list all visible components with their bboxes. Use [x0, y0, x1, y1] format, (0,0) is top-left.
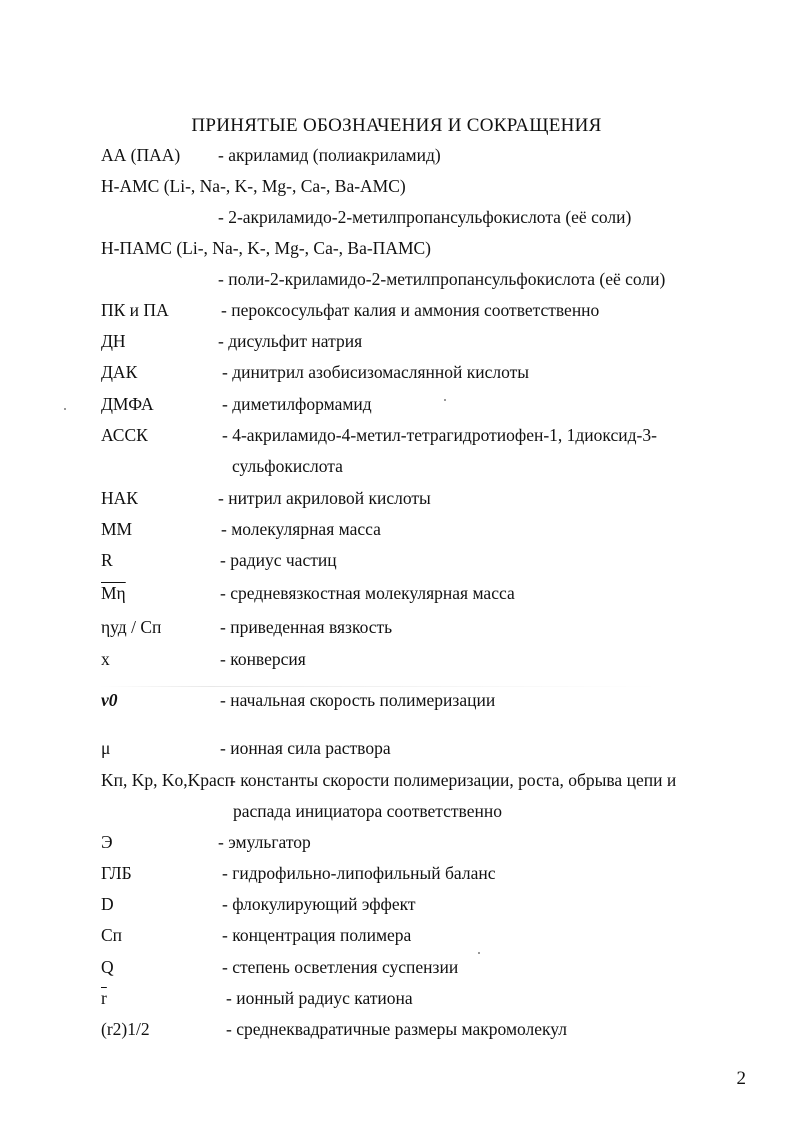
list-item: [0, 986, 793, 1010]
list-item: [0, 360, 793, 384]
abbreviation: АА (ПАА): [101, 145, 181, 165]
list-item: [0, 615, 793, 639]
list-item: [0, 768, 793, 792]
definition: распада инициатора соответственно: [233, 801, 502, 821]
definition: - начальная скорость полимеризации: [220, 690, 496, 710]
definition: - степень осветления суспензии: [222, 957, 459, 977]
abbreviation: v0: [101, 690, 118, 710]
list-item: [0, 143, 793, 167]
list-item: [0, 267, 793, 291]
abbreviation: ПК и ПА: [101, 300, 169, 320]
list-item: [0, 236, 793, 260]
definition: - концентрация полимера: [222, 925, 412, 945]
abbreviation: $\overline{M\eta}$: [101, 583, 126, 603]
definition: - гидрофильно-липофильный баланс: [222, 863, 496, 883]
scan-artifact: [100, 686, 660, 687]
list-item: [0, 955, 793, 979]
abbreviation: Kп, Kр, Kо,Kрасп: [101, 770, 234, 790]
scan-speck: [64, 408, 66, 410]
abbreviation: Э: [101, 832, 113, 852]
definition: - поли-2-криламидо-2-метилпропансульфокислота (её соли): [218, 269, 666, 289]
abbreviation: Н-АМС (Li-, Na-, K-, Mg-, Ca-, Ba-AMC): [101, 176, 406, 196]
abbreviation: Н-ПАМС (Li-, Na-, K-, Mg-, Ca-, Ba-ПАМС): [101, 238, 432, 258]
list-item: [0, 517, 793, 541]
abbreviation: D: [101, 894, 114, 914]
abbreviation: Сп: [101, 925, 123, 945]
list-item: [0, 830, 793, 854]
definition: - флокулирующий эффект: [222, 894, 416, 914]
definition: сульфокислота: [232, 456, 343, 476]
definition: - среднеквадратичные размеры макромолекул: [226, 1019, 568, 1039]
list-item: [0, 861, 793, 885]
abbreviation: ГЛБ: [101, 863, 132, 883]
definition: - молекулярная масса: [221, 519, 381, 539]
abbreviation: Q: [101, 957, 114, 977]
scan-speck: [444, 399, 446, 401]
list-item: [0, 548, 793, 572]
list-item: [0, 486, 793, 510]
list-item: [0, 454, 793, 478]
definition: - конверсия: [220, 649, 306, 669]
definition: - ионный радиус катиона: [226, 988, 413, 1008]
abbreviation: ηуд / Сп: [101, 617, 162, 637]
abbreviation: ДН: [101, 331, 126, 351]
abbreviation: μ: [101, 738, 111, 758]
list-item: [0, 423, 793, 447]
definition: - константы скорости полимеризации, роста, обрыва цепи и: [230, 770, 677, 790]
list-item: [0, 1017, 793, 1041]
abbreviation: НАК: [101, 488, 138, 508]
list-item: [0, 329, 793, 353]
abbreviation: R: [101, 550, 113, 570]
list-item: [0, 892, 793, 916]
list-item: [0, 923, 793, 947]
definition: - 4-акриламидо-4-метил-тетрагидротиофен-1, 1диоксид-3-: [222, 425, 657, 445]
abbreviation: x: [101, 649, 110, 669]
definition: - динитрил азобисизомаслянной кислоты: [222, 362, 530, 382]
definition: - эмульгатор: [218, 832, 311, 852]
list-item: [0, 392, 793, 416]
list-item: [0, 647, 793, 671]
list-item: [0, 174, 793, 198]
abbreviation: ММ: [101, 519, 133, 539]
abbreviation: ДМФА: [101, 394, 154, 414]
abbreviation: $\overline{r}$: [101, 988, 107, 1008]
page-number: 2: [736, 1068, 746, 1089]
page-title: ПРИНЯТЫЕ ОБОЗНАЧЕНИЯ И СОКРАЩЕНИЯ: [191, 115, 602, 136]
list-item: [0, 298, 793, 322]
definition: - дисульфит натрия: [218, 331, 363, 351]
definition: - приведенная вязкость: [220, 617, 393, 637]
abbreviation: (r2)1/2: [101, 1019, 150, 1039]
definition: - акриламид (полиакриламид): [218, 145, 441, 165]
definition: - диметилформамид: [222, 394, 372, 414]
list-item: [0, 205, 793, 229]
definition: - ионная сила раствора: [220, 738, 391, 758]
definition: - нитрил акриловой кислоты: [218, 488, 431, 508]
list-item: [0, 736, 793, 760]
definition: - средневязкостная молекулярная масса: [220, 583, 515, 603]
definition: - пероксосульфат калия и аммония соответственно: [221, 300, 600, 320]
abbreviation: ДАК: [101, 362, 138, 382]
abbreviation: АССК: [101, 425, 148, 445]
list-item: [0, 688, 793, 712]
list-item: [0, 799, 793, 823]
definition: - радиус частиц: [220, 550, 337, 570]
definition: - 2-акриламидо-2-метилпропансульфокислота (её соли): [218, 207, 632, 227]
scan-speck: [478, 952, 480, 954]
list-item: [0, 581, 793, 605]
